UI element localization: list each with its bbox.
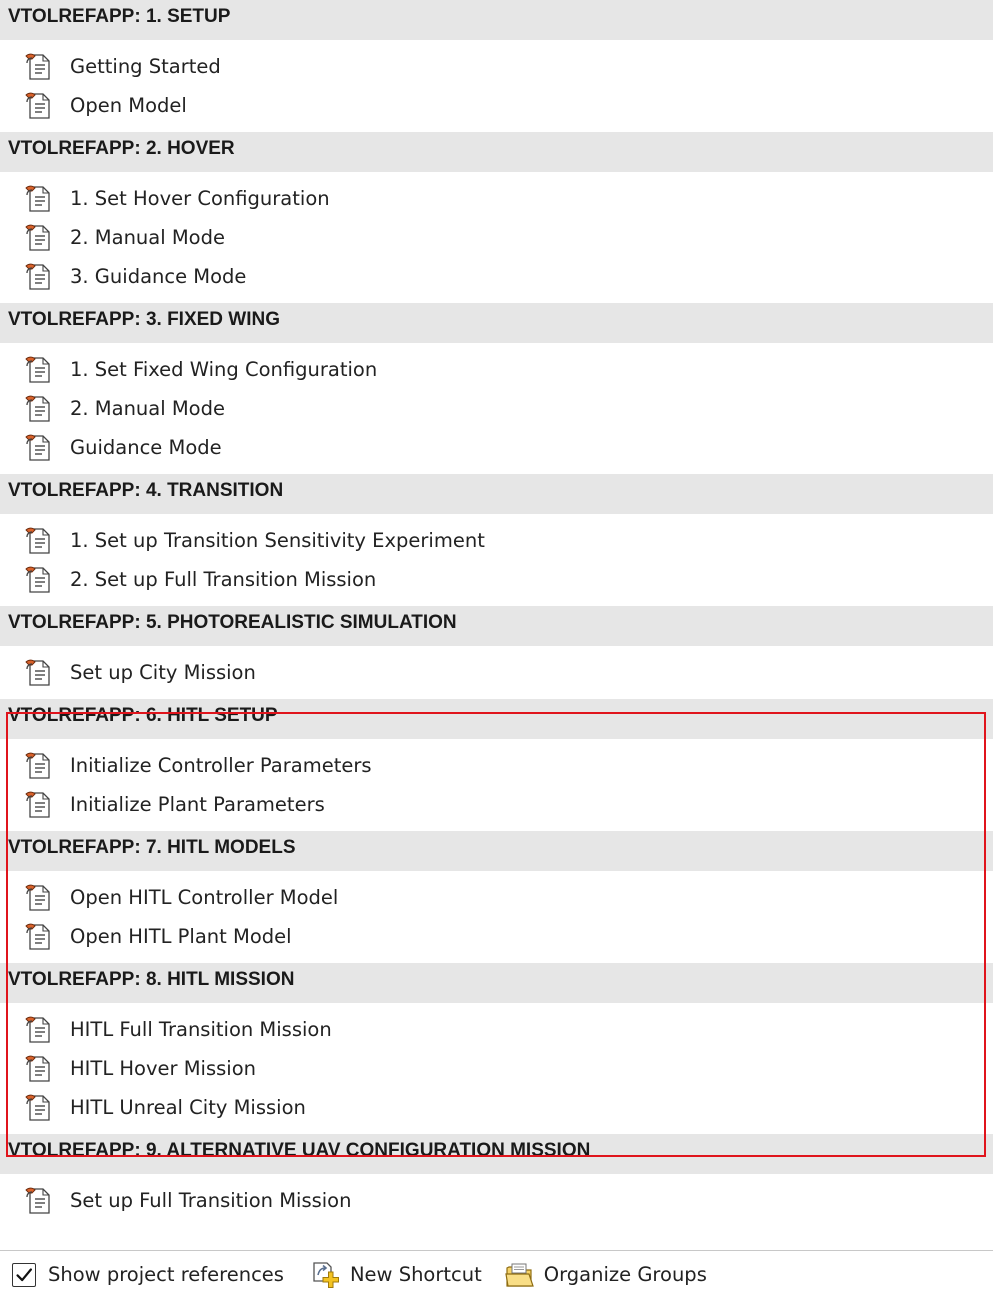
- shortcut-item[interactable]: [0, 785, 993, 824]
- shortcut-label: Initialize Plant Parameters: [70, 793, 325, 816]
- footer-toolbar: [0, 1250, 993, 1298]
- shortcut-label: 2. Set up Full Transition Mission: [70, 568, 377, 591]
- shortcut-item[interactable]: [0, 1010, 993, 1049]
- shortcut-label: 1. Set Fixed Wing Configuration: [70, 358, 378, 381]
- group-header: VTOLREFAPP: 9. ALTERNATIVE UAV CONFIGURATION MISSION: [0, 1134, 993, 1174]
- shortcut-item[interactable]: [0, 521, 993, 560]
- script-shortcut-icon: [24, 91, 54, 121]
- shortcut-label: HITL Unreal City Mission: [70, 1096, 306, 1119]
- script-shortcut-icon: [24, 1186, 54, 1216]
- shortcut-label: Open HITL Plant Model: [70, 925, 292, 948]
- shortcut-label: Guidance Mode: [70, 436, 222, 459]
- shortcut-item[interactable]: [0, 428, 993, 467]
- group-header: VTOLREFAPP: 8. HITL MISSION: [0, 963, 993, 1003]
- shortcut-item[interactable]: [0, 350, 993, 389]
- group-header: VTOLREFAPP: 4. TRANSITION: [0, 474, 993, 514]
- script-shortcut-icon: [24, 565, 54, 595]
- group-items: [0, 40, 993, 132]
- script-shortcut-icon: [24, 355, 54, 385]
- group-items: [0, 343, 993, 474]
- shortcut-item[interactable]: [0, 1181, 993, 1220]
- shortcut-label: Initialize Controller Parameters: [70, 754, 372, 777]
- shortcut-label: HITL Hover Mission: [70, 1057, 257, 1080]
- shortcut-item[interactable]: [0, 86, 993, 125]
- group-items: [0, 871, 993, 963]
- script-shortcut-icon: [24, 1093, 54, 1123]
- group-header: VTOLREFAPP: 7. HITL MODELS: [0, 831, 993, 871]
- script-shortcut-icon: [24, 1015, 54, 1045]
- new-shortcut-label: New Shortcut: [349, 1263, 482, 1286]
- group-items: [0, 1003, 993, 1134]
- shortcut-label: Getting Started: [70, 55, 221, 78]
- script-shortcut-icon: [24, 262, 54, 292]
- shortcut-item[interactable]: [0, 917, 993, 956]
- script-shortcut-icon: [24, 394, 54, 424]
- script-shortcut-icon: [24, 223, 54, 253]
- group-header: VTOLREFAPP: 1. SETUP: [0, 0, 993, 40]
- script-shortcut-icon: [24, 52, 54, 82]
- shortcut-item[interactable]: [0, 1049, 993, 1088]
- organize-groups-label: Organize Groups: [543, 1263, 707, 1286]
- shortcut-label: 2. Manual Mode: [70, 226, 225, 249]
- shortcut-item[interactable]: [0, 257, 993, 296]
- script-shortcut-icon: [24, 1054, 54, 1084]
- organize-groups-button[interactable]: [504, 1259, 707, 1291]
- shortcut-item[interactable]: [0, 746, 993, 785]
- group-items: [0, 514, 993, 606]
- shortcut-item[interactable]: [0, 560, 993, 599]
- script-shortcut-icon: [24, 526, 54, 556]
- group-items: [0, 1174, 993, 1227]
- shortcut-label: 2. Manual Mode: [70, 397, 225, 420]
- new-shortcut-icon: [310, 1259, 342, 1291]
- group-header: VTOLREFAPP: 6. HITL SETUP: [0, 699, 993, 739]
- shortcut-item[interactable]: [0, 1088, 993, 1127]
- shortcut-label: 1. Set up Transition Sensitivity Experiment: [70, 529, 485, 552]
- shortcut-item[interactable]: [0, 878, 993, 917]
- shortcut-label: 3. Guidance Mode: [70, 265, 247, 288]
- shortcut-item[interactable]: [0, 47, 993, 86]
- group-header: VTOLREFAPP: 5. PHOTOREALISTIC SIMULATION: [0, 606, 993, 646]
- shortcut-label: Set up Full Transition Mission: [70, 1189, 352, 1212]
- shortcut-item[interactable]: [0, 653, 993, 692]
- script-shortcut-icon: [24, 433, 54, 463]
- shortcut-label: Open HITL Controller Model: [70, 886, 339, 909]
- checkbox-checked-icon[interactable]: [12, 1263, 36, 1287]
- group-items: [0, 646, 993, 699]
- script-shortcut-icon: [24, 184, 54, 214]
- shortcut-item[interactable]: [0, 218, 993, 257]
- shortcut-label: 1. Set Hover Configuration: [70, 187, 330, 210]
- shortcut-item[interactable]: [0, 179, 993, 218]
- folder-icon: [504, 1259, 536, 1291]
- group-header: VTOLREFAPP: 2. HOVER: [0, 132, 993, 172]
- script-shortcut-icon: [24, 883, 54, 913]
- shortcut-item[interactable]: [0, 389, 993, 428]
- show-project-references-checkbox[interactable]: [12, 1263, 284, 1287]
- script-shortcut-icon: [24, 658, 54, 688]
- script-shortcut-icon: [24, 751, 54, 781]
- group-header: VTOLREFAPP: 3. FIXED WING: [0, 303, 993, 343]
- script-shortcut-icon: [24, 790, 54, 820]
- group-items: [0, 172, 993, 303]
- shortcut-label: Set up City Mission: [70, 661, 256, 684]
- group-items: [0, 739, 993, 831]
- new-shortcut-button[interactable]: [310, 1259, 482, 1291]
- script-shortcut-icon: [24, 922, 54, 952]
- shortcut-label: Open Model: [70, 94, 187, 117]
- shortcut-label: HITL Full Transition Mission: [70, 1018, 332, 1041]
- show-project-references-label: Show project references: [48, 1263, 284, 1286]
